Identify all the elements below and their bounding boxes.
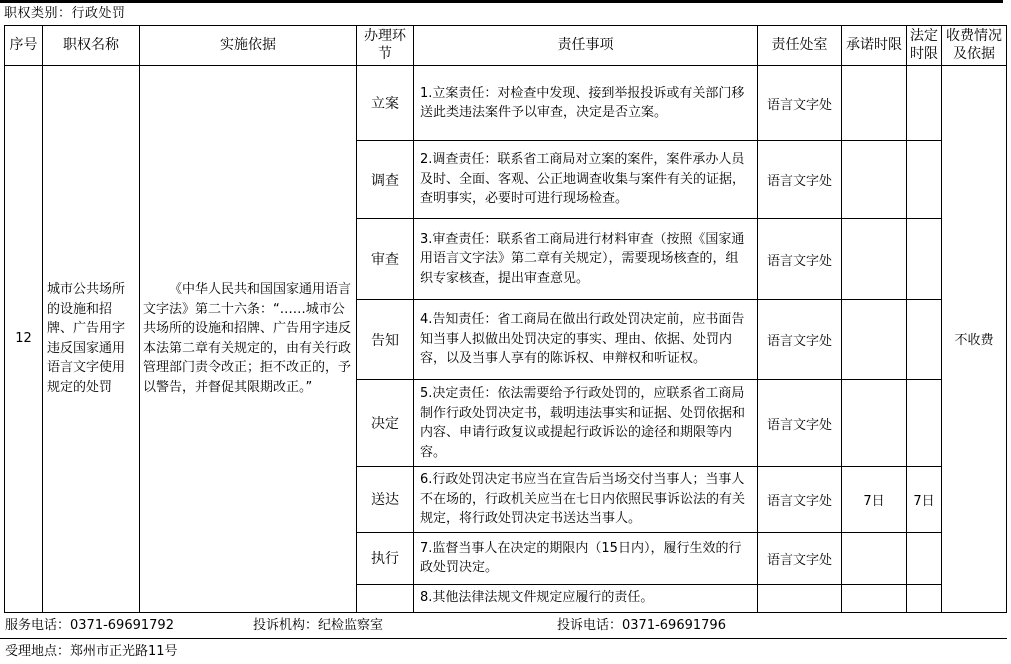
legal-limit-cell: 7日 [907, 467, 942, 533]
office-cell: 语言文字处 [758, 467, 842, 533]
complaint-phone-value: 0371-69691796 [622, 617, 726, 633]
duty-cell: 4.告知责任：省工商局在做出行政处罚决定前，应书面告知当事人拟做出处罚决定的事实、理由、依据、处罚内容，以及当事人享有的陈诉权、申辩权和听证权。 [414, 300, 758, 380]
duty-cell: 1.立案责任：对检查中发现、接到举报投诉或有关部门移送此类违法案件予以审查，决定是否立案。 [414, 66, 758, 141]
complaint-phone-label: 投诉电话： [557, 617, 623, 633]
legal-limit-cell [907, 300, 942, 380]
office-cell: 语言文字处 [758, 532, 842, 584]
promised-limit-cell: 7日 [842, 467, 907, 533]
promised-limit-cell [842, 380, 907, 467]
step-cell: 执行 [357, 532, 414, 584]
duty-cell: 2.调查责任：联系省工商局对立案的案件，案件承办人员及时、全面、客观、公正地调查收集与案件有关的证据，查明事实，必要时可进行现场检查。 [414, 141, 758, 219]
complaint-org-value: 纪检监察室 [318, 617, 384, 633]
service-phone-label: 服务电话： [5, 617, 71, 633]
office-cell [758, 584, 842, 612]
header-step: 办理环节 [357, 26, 414, 66]
power-category-label: 职权类别：行政处罚 [4, 6, 126, 21]
duty-cell: 3.审查责任：联系省工商局进行材料审查（按照《国家通用语言文字法》第二章有关规定），需要现场核查的，组织专家核查，提出审查意见。 [414, 219, 758, 300]
header-power-name: 职权名称 [43, 26, 140, 66]
office-cell: 语言文字处 [758, 219, 842, 300]
responsibility-table [4, 25, 1007, 613]
duty-cell: 5.决定责任：依法需要给予行政处罚的，应联系省工商局制作行政处罚决定书，载明违法事实和证据、处罚依据和内容、申请行政复议或提起行政诉讼的途径和期限等内容。 [414, 380, 758, 467]
legal-limit-cell [907, 219, 942, 300]
office-cell: 语言文字处 [758, 380, 842, 467]
promised-limit-cell [842, 532, 907, 584]
header-fee: 收费情况及依据 [942, 26, 1007, 66]
legal-limit-cell [907, 380, 942, 467]
header-duty: 责任事项 [414, 26, 758, 66]
complaint-org-label: 投诉机构： [253, 617, 319, 633]
legal-limit-cell [907, 532, 942, 584]
complaint-phone [557, 613, 726, 638]
step-cell: 调查 [357, 141, 414, 219]
step-cell [357, 584, 414, 612]
step-cell: 送达 [357, 467, 414, 533]
header-seq: 序号 [5, 26, 43, 66]
header-promised-limit: 承诺时限 [842, 26, 907, 66]
contact-row [0, 613, 1007, 639]
duty-cell: 6.行政处罚决定书应当在宣告后当场交付当事人；当事人不在场的，行政机关应当在七日内依照民事诉讼法的有关规定，将行政处罚决定书送达当事人。 [414, 467, 758, 533]
promised-limit-cell [842, 300, 907, 380]
header-legal-limit: 法定时限 [907, 26, 942, 66]
legal-basis-cell: 《中华人民共和国国家通用语言文字法》第二十六条：“……城市公共场所的设施和招牌、广告用字违反本法第二章有关规定的，由有关行政管理部门责令改正；拒不改正的，予以警告，并督促其限期改正。” [140, 66, 357, 613]
promised-limit-cell [842, 141, 907, 219]
duty-cell: 7.监督当事人在决定的期限内（15日内），履行生效的行政处罚决定。 [414, 532, 758, 584]
complaint-org [253, 613, 383, 638]
fee-cell: 不收费 [942, 66, 1007, 613]
office-cell: 语言文字处 [758, 141, 842, 219]
legal-limit-cell [907, 584, 942, 612]
legal-limit-cell [907, 66, 942, 141]
seq-cell: 12 [5, 66, 43, 613]
table-header-row [5, 26, 1007, 66]
address-value: 郑州市正光路11号 [70, 643, 178, 659]
header-office: 责任处室 [758, 26, 842, 66]
legal-limit-cell [907, 141, 942, 219]
step-cell: 审查 [357, 219, 414, 300]
service-phone [5, 613, 174, 638]
promised-limit-cell [842, 584, 907, 612]
step-cell: 告知 [357, 300, 414, 380]
step-cell: 立案 [357, 66, 414, 141]
header-legal-basis: 实施依据 [140, 26, 357, 66]
promised-limit-cell [842, 66, 907, 141]
office-cell: 语言文字处 [758, 300, 842, 380]
power-name-cell: 城市公共场所的设施和招牌、广告用字违反国家通用语言文字使用规定的处罚 [43, 66, 140, 613]
office-cell: 语言文字处 [758, 66, 842, 141]
service-phone-value: 0371-69691792 [70, 617, 174, 633]
duty-cell: 8.其他法律法规文件规定应履行的责任。 [414, 584, 758, 612]
promised-limit-cell [842, 219, 907, 300]
address-label: 受理地点： [5, 643, 71, 659]
table-row [5, 66, 1007, 141]
step-cell: 决定 [357, 380, 414, 467]
